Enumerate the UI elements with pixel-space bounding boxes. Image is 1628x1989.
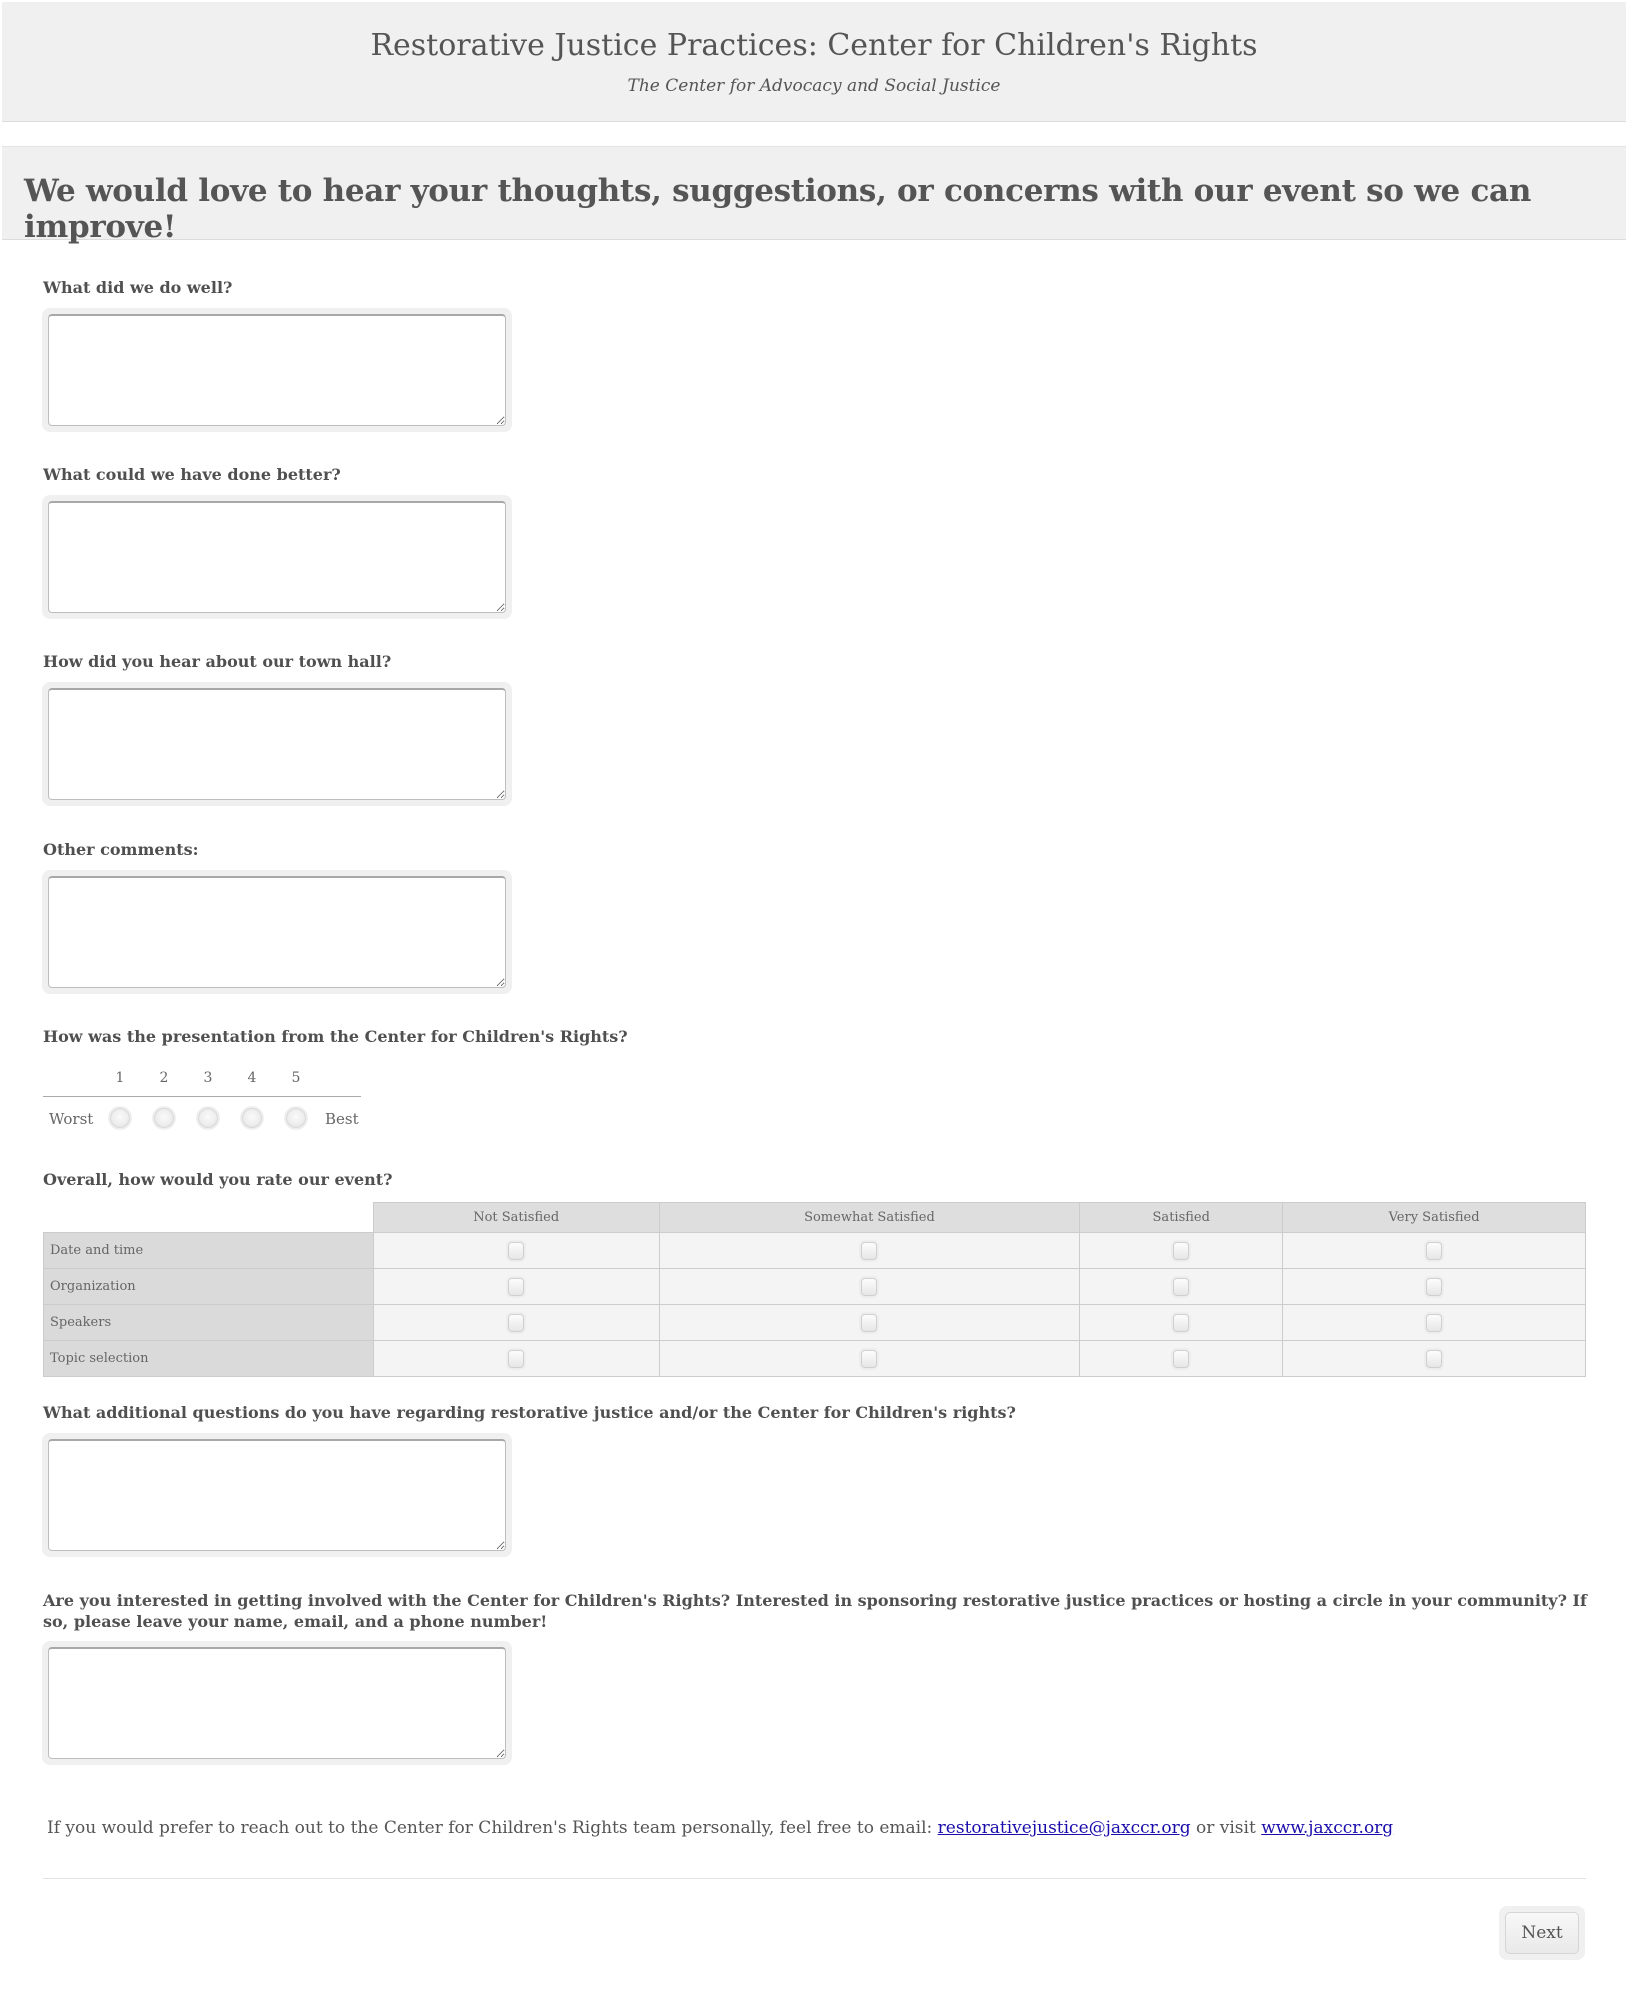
survey-header [2, 2, 1626, 122]
scale-number: 1 [115, 1070, 125, 1086]
scale-divider [43, 1096, 361, 1097]
matrix-row-label: Date and time [44, 1233, 374, 1269]
matrix-cell [1283, 1233, 1586, 1269]
matrix-corner [44, 1203, 374, 1233]
matrix-cell [1080, 1341, 1283, 1377]
textarea-frame-do-well [42, 308, 512, 432]
checkbox-topic-not-satisfied[interactable] [508, 1350, 524, 1368]
scale-number: 4 [247, 1070, 257, 1086]
website-link[interactable]: www.jaxccr.org [1261, 1818, 1394, 1838]
contact-prefix-text: If you would prefer to reach out to the Center for Children's Rights team personally, feel free to email: [47, 1818, 938, 1838]
scale-max-label: Best [325, 1110, 359, 1128]
matrix-cell [373, 1341, 659, 1377]
question-label-other-comments: Other comments: [43, 840, 199, 859]
matrix-cell [1080, 1269, 1283, 1305]
email-link[interactable]: restorativejustice@jaxccr.org [937, 1818, 1191, 1838]
checkbox-organization-very-satisfied[interactable] [1426, 1278, 1442, 1296]
scale-number: 2 [159, 1070, 169, 1086]
matrix-cell [659, 1305, 1080, 1341]
textarea-frame-get-involved [42, 1641, 512, 1765]
matrix-cell [1080, 1233, 1283, 1269]
question-label-hear-about: How did you hear about our town hall? [43, 652, 392, 671]
checkbox-topic-very-satisfied[interactable] [1426, 1350, 1442, 1368]
checkbox-speakers-very-satisfied[interactable] [1426, 1314, 1442, 1332]
matrix-column-header: Not Satisfied [373, 1203, 659, 1233]
matrix-row-label: Topic selection [44, 1341, 374, 1377]
matrix-row-label: Organization [44, 1269, 374, 1305]
checkbox-topic-satisfied[interactable] [1173, 1350, 1189, 1368]
contact-middle-text: or visit [1190, 1818, 1262, 1838]
additional-questions-textarea[interactable] [48, 1439, 506, 1551]
scale-min-label: Worst [49, 1110, 94, 1128]
matrix-column-header: Somewhat Satisfied [659, 1203, 1080, 1233]
scale-number: 3 [203, 1070, 213, 1086]
matrix-cell [373, 1305, 659, 1341]
matrix-column-header: Satisfied [1080, 1203, 1283, 1233]
get-involved-textarea[interactable] [48, 1647, 506, 1759]
matrix-row-label: Speakers [44, 1305, 374, 1341]
checkbox-speakers-somewhat-satisfied[interactable] [861, 1314, 877, 1332]
checkbox-speakers-not-satisfied[interactable] [508, 1314, 524, 1332]
matrix-cell [659, 1233, 1080, 1269]
checkbox-date-satisfied[interactable] [1173, 1242, 1189, 1260]
matrix-cell [1080, 1305, 1283, 1341]
contact-info [47, 1818, 1393, 1838]
rating-radio-5[interactable] [286, 1108, 306, 1128]
textarea-frame-hear-about [42, 682, 512, 806]
textarea-frame-other-comments [42, 870, 512, 994]
checkbox-organization-not-satisfied[interactable] [508, 1278, 524, 1296]
scale-numbers [43, 1066, 363, 1096]
hear-about-textarea[interactable] [48, 688, 506, 800]
matrix-cell [659, 1341, 1080, 1377]
matrix-cell [373, 1233, 659, 1269]
rating-radio-2[interactable] [154, 1108, 174, 1128]
checkbox-organization-satisfied[interactable] [1173, 1278, 1189, 1296]
checkbox-date-very-satisfied[interactable] [1426, 1242, 1442, 1260]
matrix-cell [1283, 1305, 1586, 1341]
question-label-overall-rating: Overall, how would you rate our event? [43, 1170, 393, 1189]
scale-number: 5 [291, 1070, 301, 1086]
question-label-additional-questions: What additional questions do you have regarding restorative justice and/or the Center for Children's rights? [43, 1403, 1016, 1422]
matrix-cell [659, 1269, 1080, 1305]
matrix-row [44, 1341, 1586, 1377]
next-button-frame [1499, 1906, 1585, 1960]
question-label-do-well: What did we do well? [43, 278, 233, 297]
survey-subtitle: The Center for Advocacy and Social Justice [627, 76, 1001, 96]
checkbox-topic-somewhat-satisfied[interactable] [861, 1350, 877, 1368]
footer-divider [43, 1878, 1586, 1879]
matrix-row [44, 1233, 1586, 1269]
matrix-cell [1283, 1269, 1586, 1305]
matrix-row [44, 1269, 1586, 1305]
matrix-row [44, 1305, 1586, 1341]
intro-text: We would love to hear your thoughts, suggestions, or concerns with our event so we can improve! [24, 173, 1532, 245]
checkbox-date-not-satisfied[interactable] [508, 1242, 524, 1260]
done-better-textarea[interactable] [48, 501, 506, 613]
do-well-textarea[interactable] [48, 314, 506, 426]
checkbox-date-somewhat-satisfied[interactable] [861, 1242, 877, 1260]
rating-radio-3[interactable] [198, 1108, 218, 1128]
other-comments-textarea[interactable] [48, 876, 506, 988]
rating-radio-4[interactable] [242, 1108, 262, 1128]
matrix-cell [1283, 1341, 1586, 1377]
matrix-header-row [44, 1203, 1586, 1233]
checkbox-speakers-satisfied[interactable] [1173, 1314, 1189, 1332]
question-label-get-involved: Are you interested in getting involved with the Center for Children's Rights? Interested in sponsoring restorative justice practices or hosting a circle in your community? If so, please leave your name, email, and a phone number! [43, 1591, 1587, 1631]
textarea-frame-done-better [42, 495, 512, 619]
question-label-done-better: What could we have done better? [43, 465, 341, 484]
intro-banner [2, 146, 1626, 245]
matrix-cell [373, 1269, 659, 1305]
rating-radio-1[interactable] [110, 1108, 130, 1128]
overall-rating-matrix [43, 1202, 1586, 1377]
checkbox-organization-somewhat-satisfied[interactable] [861, 1278, 877, 1296]
matrix-column-header: Very Satisfied [1283, 1203, 1586, 1233]
question-label-presentation: How was the presentation from the Center for Children's Rights? [43, 1027, 628, 1046]
textarea-frame-additional-questions [42, 1433, 512, 1557]
survey-title: Restorative Justice Practices: Center for Children's Rights [370, 28, 1258, 63]
next-button[interactable]: Next [1505, 1912, 1579, 1954]
